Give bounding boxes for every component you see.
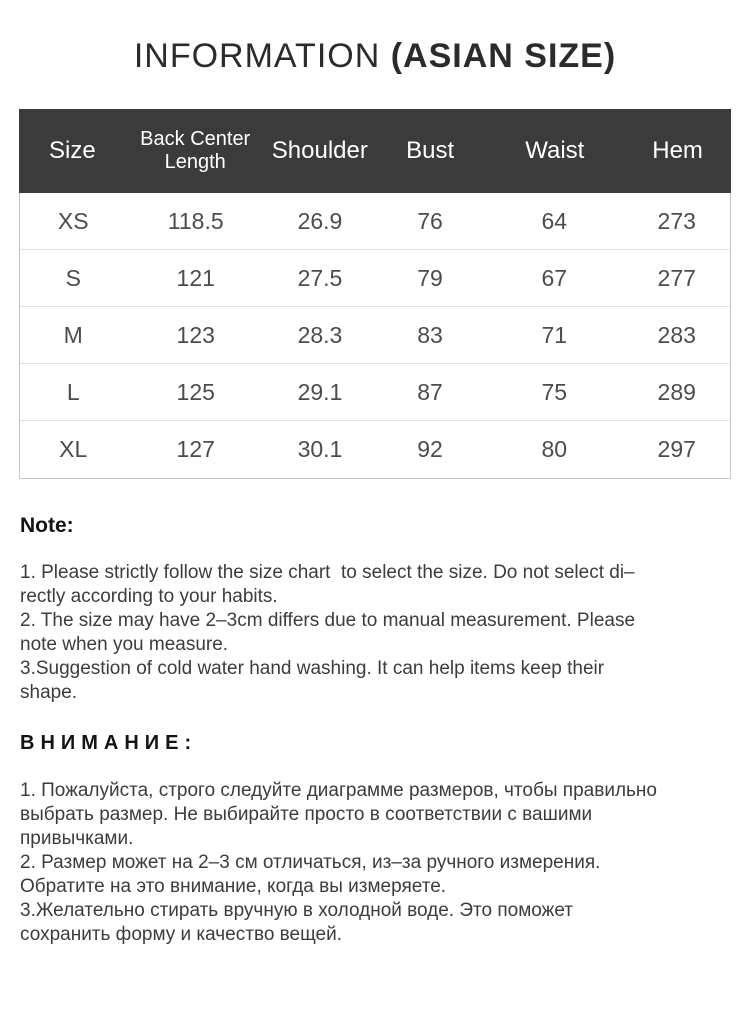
size-cell: XS	[57, 207, 89, 234]
table-column-header: Hem	[652, 137, 703, 164]
size-cell: L	[66, 378, 80, 405]
note-heading: Note:	[20, 514, 74, 537]
hem-cell: 289	[657, 378, 696, 405]
table-row	[20, 307, 730, 364]
shoulder-cell: 30.1	[297, 436, 343, 462]
bust-cell: 92	[417, 436, 443, 462]
hem-cell: 297	[657, 436, 696, 462]
waist-cell: 67	[541, 264, 568, 291]
note-paragraphs	[20, 561, 730, 705]
hem-cell: 283	[657, 321, 696, 348]
attention-section	[20, 732, 730, 947]
waist-cell: 80	[541, 436, 568, 462]
shoulder-cell: 26.9	[297, 207, 343, 234]
table-row	[20, 193, 730, 250]
page-title	[0, 36, 750, 76]
table-column-header: Bust	[406, 137, 455, 164]
attention-line: 2. Размер может на 2–3 см отличаться, из–за ручного измерения.	[20, 852, 601, 873]
size-chart-page	[0, 36, 750, 1036]
hem-cell: 273	[657, 207, 696, 234]
attention-heading: ВНИМАНИЕ:	[20, 732, 198, 754]
table-header-row	[19, 109, 731, 193]
attention-line: Обратите на это внимание, когда вы измеряете.	[20, 876, 447, 897]
attention-line: 3.Желательно стирать вручную в холодной воде. Это поможет	[20, 900, 574, 921]
bust-cell: 83	[417, 321, 443, 348]
note-line: 3.Suggestion of cold water hand washing. It can help items keep their	[20, 658, 605, 679]
note-line: 1. Please strictly follow the size chart to select the size. Do not select di–	[20, 562, 635, 583]
note-line: 2. The size may have 2–3cm differs due to manual measurement. Please	[20, 610, 636, 631]
table-row	[20, 250, 730, 307]
note-section	[20, 514, 730, 705]
shoulder-cell: 27.5	[297, 264, 343, 291]
table-row	[20, 364, 730, 421]
bust-cell: 87	[417, 378, 443, 405]
waist-cell: 64	[541, 207, 568, 234]
attention-line: сохранить форму и качество вещей.	[20, 924, 342, 945]
attention-paragraphs	[20, 779, 730, 947]
table-column-header: Waist	[525, 137, 585, 164]
bust-cell: 79	[417, 264, 443, 291]
hem-cell: 277	[657, 264, 696, 291]
back-center-length-cell: 123	[176, 321, 215, 348]
waist-cell: 71	[541, 321, 568, 348]
bust-cell: 76	[417, 207, 443, 234]
note-line: note when you measure.	[20, 634, 229, 655]
table-column-header: Size	[49, 137, 96, 164]
note-line: shape.	[20, 682, 78, 703]
shoulder-cell: 28.3	[297, 321, 343, 348]
table-column-header: Shoulder	[271, 137, 368, 164]
title-asian-size: (ASIAN SIZE)	[390, 37, 617, 75]
size-cell: S	[65, 264, 81, 291]
table-column-header: Back Center Length	[140, 128, 251, 173]
back-center-length-cell: 125	[176, 378, 215, 405]
attention-line: 1. Пожалуйста, строго следуйте диаграмме размеров, чтобы правильно	[20, 780, 657, 801]
back-center-length-cell: 118.5	[167, 207, 224, 234]
title-information: INFORMATION	[133, 37, 391, 75]
waist-cell: 75	[541, 378, 568, 405]
attention-line: выбрать размер. Не выбирайте просто в соответствии с вашими	[20, 804, 593, 825]
attention-line: привычками.	[20, 828, 134, 849]
table-row	[20, 421, 730, 478]
table-body	[19, 193, 731, 479]
shoulder-cell: 29.1	[297, 378, 343, 405]
note-line: rectly according to your habits.	[20, 586, 278, 607]
size-table	[19, 109, 731, 479]
back-center-length-cell: 127	[176, 436, 215, 462]
back-center-length-cell: 121	[176, 264, 215, 291]
size-cell: XL	[59, 436, 88, 462]
size-cell: M	[63, 321, 83, 348]
